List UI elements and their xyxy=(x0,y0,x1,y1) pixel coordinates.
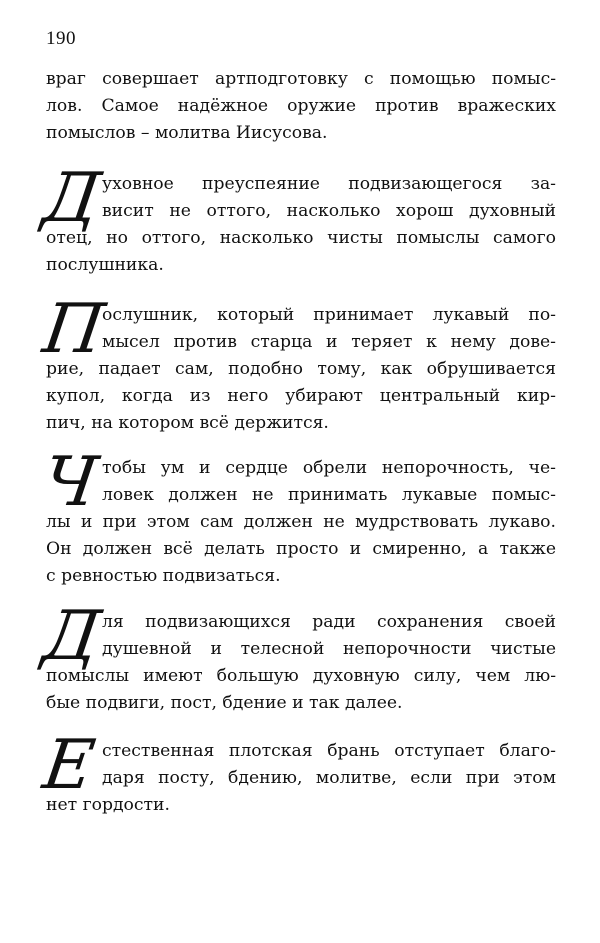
text-line: бые подвиги, пост, бдение и так далее. xyxy=(46,693,403,713)
dropcap-letter: Е xyxy=(38,726,100,805)
text-line: помыслы имеют большую духовную силу, чем лю- xyxy=(46,666,556,686)
text-line: отец, но оттого, насколько чисты помыслы самого xyxy=(46,228,556,248)
text-line: лов. Самое надёжное оружие против вражеских xyxy=(46,96,556,116)
text-line: купол, когда из него убирают центральный кир- xyxy=(46,386,556,406)
text-line: послушника. xyxy=(46,255,164,275)
dropcap-letter: Д xyxy=(38,597,105,676)
text-line: рие, падает сам, подобно тому, как обрушивается xyxy=(46,359,556,379)
text-line: душевной и телесной непорочности чистые xyxy=(102,639,556,659)
paragraph-4 xyxy=(38,597,556,717)
dropcap-letter: Д xyxy=(38,159,105,238)
text-line: Он должен всё делать просто и смиренно, а также xyxy=(46,539,556,559)
text-line: пич, на котором всё держится. xyxy=(46,413,329,433)
text-line: ослушник, который принимает лукавый по- xyxy=(102,305,556,325)
text-line: с ревностью подвизаться. xyxy=(46,566,281,586)
dropcap-letter: Ч xyxy=(38,443,103,522)
paragraph-5 xyxy=(38,726,556,819)
text-line: уховное преуспеяние подвизающегося за- xyxy=(102,174,556,194)
text-line: лы и при этом сам должен не мудрствовать лукаво. xyxy=(46,512,556,532)
text-line: стественная плотская брань отступает благо- xyxy=(102,741,556,761)
paragraph-2 xyxy=(38,290,556,437)
paragraph-3 xyxy=(38,443,556,590)
page-number: 190 xyxy=(46,28,76,49)
dropcap-letter: П xyxy=(38,290,109,369)
text-line: нет гордости. xyxy=(46,795,170,815)
text-line: помыслов – молитва Иисусова. xyxy=(46,123,328,143)
text-line: висит не оттого, насколько хорош духовный xyxy=(102,201,556,221)
text-line: тобы ум и сердце обрели непорочность, че- xyxy=(102,458,556,478)
paragraph-1 xyxy=(38,159,556,279)
text-line: мысел против старца и теряет к нему дове- xyxy=(102,332,556,352)
text-line: ловек должен не принимать лукавые помыс- xyxy=(102,485,556,505)
intro-paragraph xyxy=(46,66,556,147)
text-line: ля подвизающихся ради сохранения своей xyxy=(102,612,556,632)
text-line: враг совершает артподготовку с помощью помыс- xyxy=(46,69,556,89)
text-line: даря посту, бдению, молитве, если при этом xyxy=(102,768,556,788)
